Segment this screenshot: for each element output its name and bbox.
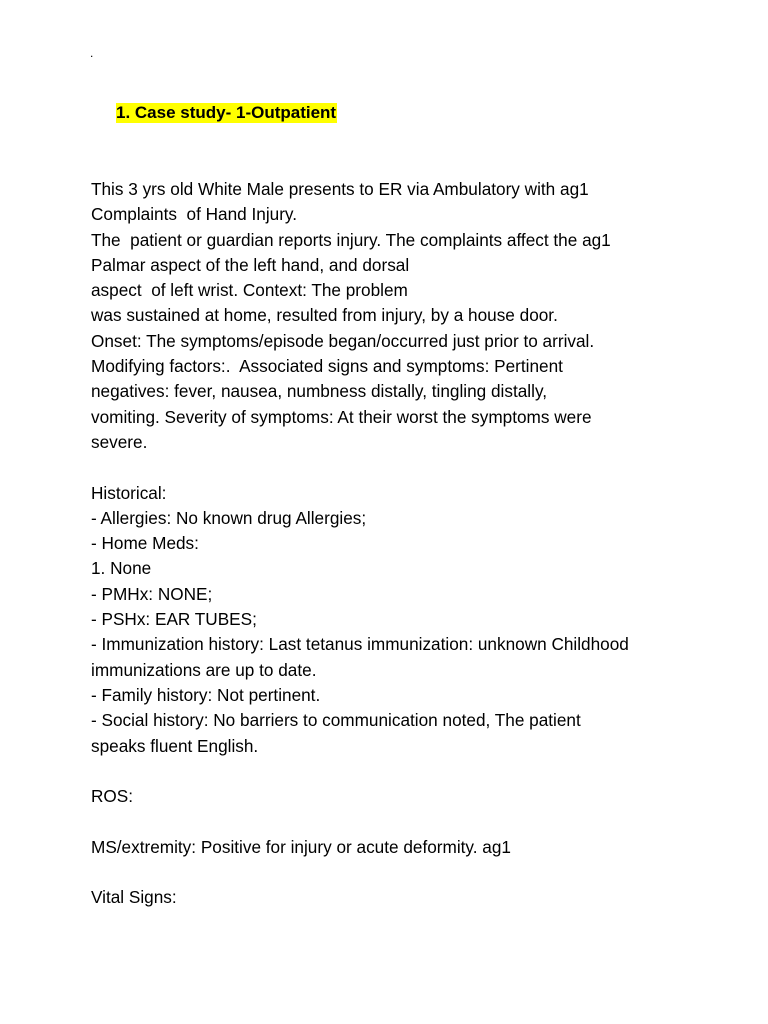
text-line: Palmar aspect of the left hand, and dorsal [91,254,410,275]
text-line: 1. None [91,558,152,579]
spacer [91,809,731,834]
section-heading-vital-signs: Vital Signs: [91,887,177,908]
spacer [91,860,731,885]
heading-highlight: 1. Case study- 1-Outpatient [116,103,337,122]
text-line: speaks fluent English. [91,735,259,756]
text-line: Onset: The symptoms/episode began/occurred just prior to arrival. [91,330,595,351]
text-line: aspect of left wrist. Context: The problem [91,280,408,301]
text-line: Modifying factors:. Associated signs and symptoms: Pertinent [91,356,563,377]
text-line: negatives: fever, nausea, numbness distally, tingling distally, [91,381,548,402]
historical-section [91,481,731,759]
text-line: severe. [91,431,148,452]
text-line: Complaints of Hand Injury. [91,204,298,225]
case-study-heading [116,101,337,125]
text-line: - Home Meds: [91,533,199,554]
text-line: The patient or guardian reports injury. The complaints affect the ag1 [91,229,611,250]
text-line: immunizations are up to date. [91,659,317,680]
text-line: - Family history: Not pertinent. [91,684,321,705]
text-line: - Allergies: No known drug Allergies; [91,507,367,528]
spacer [91,455,731,480]
text-line: - PSHx: EAR TUBES; [91,609,257,630]
ros-detail-line: MS/extremity: Positive for injury or acute deformity. ag1 [91,836,511,857]
text-line: - PMHx: NONE; [91,583,213,604]
stray-marker: . [90,46,94,60]
section-heading-historical: Historical: [91,482,167,503]
document-body [91,177,731,911]
section-heading-ros: ROS: [91,786,134,807]
text-line: - Immunization history: Last tetanus immunization: unknown Childhood [91,634,629,655]
text-line: vomiting. Severity of symptoms: At their worst the symptoms were [91,406,592,427]
text-line: - Social history: No barriers to communication noted, The patient [91,710,581,731]
presentation-paragraph [91,177,731,455]
text-line: This 3 yrs old White Male presents to ER via Ambulatory with ag1 [91,179,589,199]
spacer [91,759,731,784]
text-line: was sustained at home, resulted from injury, by a house door. [91,305,558,326]
